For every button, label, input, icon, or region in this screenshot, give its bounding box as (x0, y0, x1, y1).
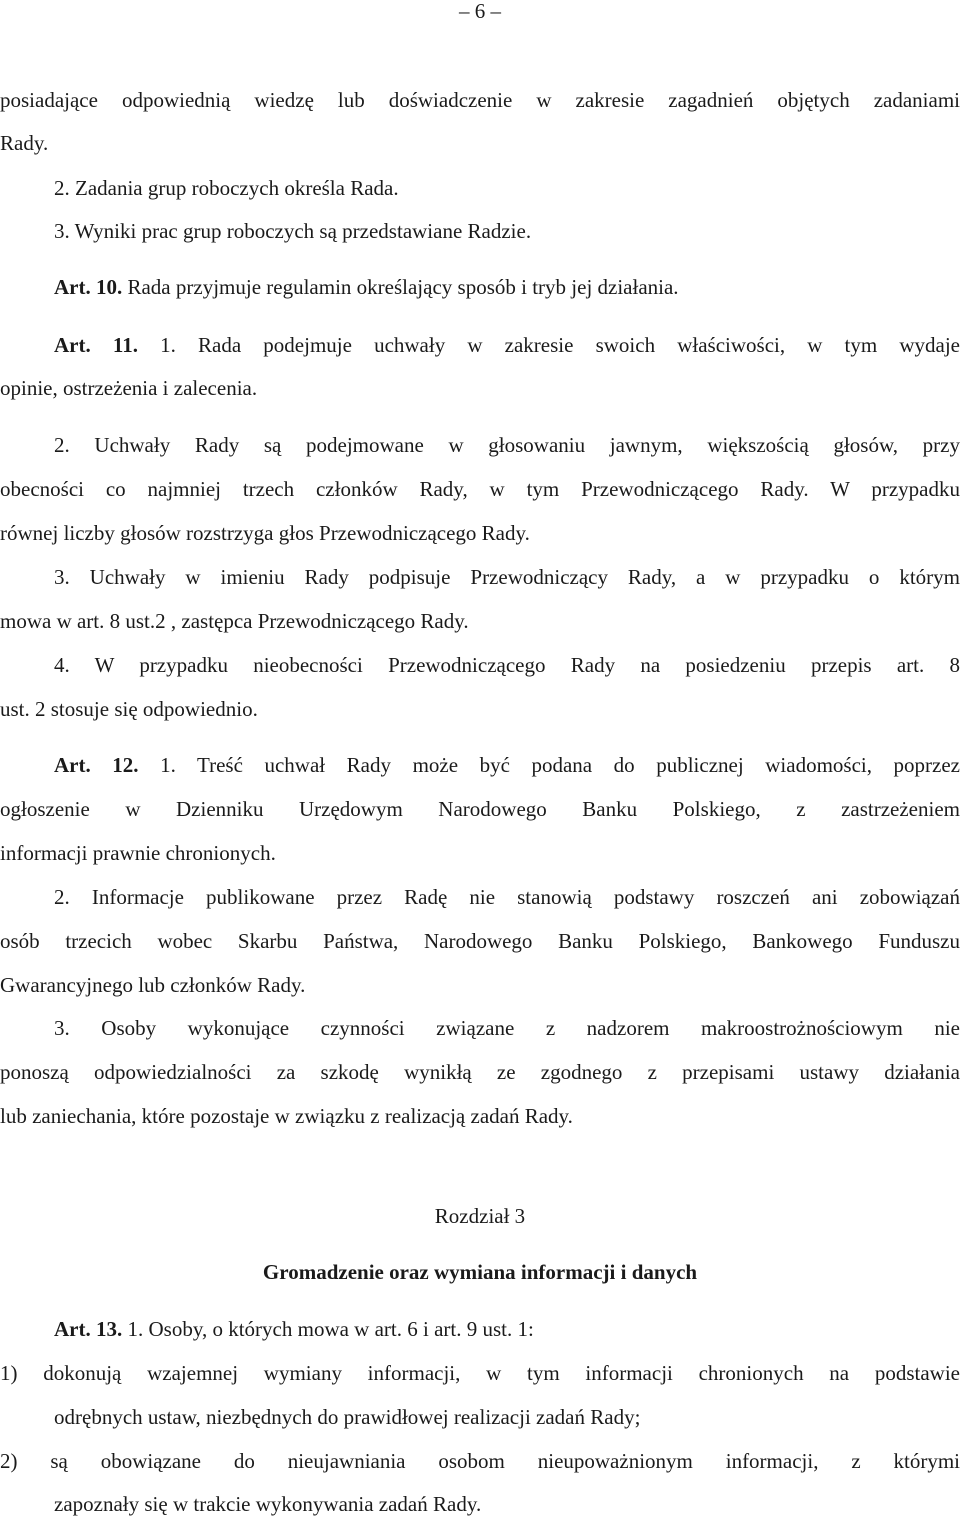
paragraph-line: posiadające odpowiednią wiedzę lub doświadczenie w zakresie zagadnień objętych zadaniami (0, 88, 960, 112)
paragraph-line: 2. Informacje publikowane przez Radę nie stanowią podstawy roszczeń ani zobowiązań (54, 885, 960, 909)
article-label: Art. 11. (54, 333, 138, 357)
article-label: Art. 12. (54, 753, 139, 777)
paragraph-line: obecności co najmniej trzech członków Rady, w tym Przewodniczącego Rady. W przypadku (0, 477, 960, 501)
paragraph-line: 3. Osoby wykonujące czynności związane z nadzorem makroostrożnościowym nie (54, 1016, 960, 1040)
paragraph-line: osób trzecich wobec Skarbu Państwa, Narodowego Banku Polskiego, Bankowego Funduszu (0, 929, 960, 953)
paragraph-line: ponoszą odpowiedzialności za szkodę wynikłą ze zgodnego z przepisami ustawy działania (0, 1060, 960, 1084)
list-item-continuation: zapoznały się w trakcie wykonywania zadań Rady. (54, 1492, 482, 1516)
art9-para3: 3. Wyniki prac grup roboczych są przedstawiane Radzie. (54, 219, 532, 243)
article-text: 1. Rada podejmuje uchwały w zakresie swoich właściwości, w tym wydaje (137, 333, 960, 357)
article-text: 1. Osoby, o których mowa w art. 6 i art. 9 ust. 1: (122, 1317, 534, 1341)
list-item: 1) dokonują wzajemnej wymiany informacji, w tym informacji chronionych na podstawie (0, 1361, 960, 1385)
art9-para2: 2. Zadania grup roboczych określa Rada. (54, 176, 399, 200)
page-number: – 6 – (459, 0, 501, 23)
article-text: Rada przyjmuje regulamin określający sposób i tryb jej działania. (122, 275, 679, 299)
paragraph-line: ust. 2 stosuje się odpowiednio. (0, 697, 258, 721)
paragraph-line: 2. Uchwały Rady są podejmowane w głosowaniu jawnym, większością głosów, przy (54, 433, 960, 457)
article-12-line (54, 752, 960, 778)
paragraph-line: mowa w art. 8 ust.2 , zastępca Przewodniczącego Rady. (0, 609, 469, 633)
paragraph-line: Rady. (0, 131, 49, 155)
article-label: Art. 13. (54, 1317, 123, 1341)
paragraph-line: opinie, ostrzeżenia i zalecenia. (0, 376, 258, 400)
paragraph-line: lub zaniechania, które pozostaje w związku z realizacją zadań Rady. (0, 1104, 573, 1128)
article-text: 1. Treść uchwał Rady może być podana do publicznej wiadomości, poprzez (138, 753, 960, 777)
article-13-line (54, 1316, 960, 1342)
list-item: 2) są obowiązane do nieujawniania osobom nieupoważnionym informacji, z którymi (0, 1449, 960, 1473)
list-item-continuation: odrębnych ustaw, niezbędnych do prawidłowej realizacji zadań Rady; (54, 1405, 641, 1429)
chapter-number: Rozdział 3 (434, 1204, 526, 1228)
paragraph-line: równej liczby głosów rozstrzyga głos Przewodniczącego Rady. (0, 521, 530, 545)
article-11-line (54, 332, 960, 358)
article-10 (54, 274, 960, 300)
paragraph-line: 3. Uchwały w imieniu Rady podpisuje Przewodniczący Rady, a w przypadku o którym (54, 565, 960, 589)
paragraph-line: Gwarancyjnego lub członków Rady. (0, 973, 306, 997)
paragraph-line: informacji prawnie chronionych. (0, 841, 276, 865)
chapter-title: Gromadzenie oraz wymiana informacji i danych (262, 1260, 698, 1284)
article-label: Art. 10. (54, 275, 123, 299)
paragraph-line: 4. W przypadku nieobecności Przewodniczącego Rady na posiedzeniu przepis art. 8 (54, 653, 960, 677)
paragraph-line: ogłoszenie w Dzienniku Urzędowym Narodowego Banku Polskiego, z zastrzeżeniem (0, 797, 960, 821)
